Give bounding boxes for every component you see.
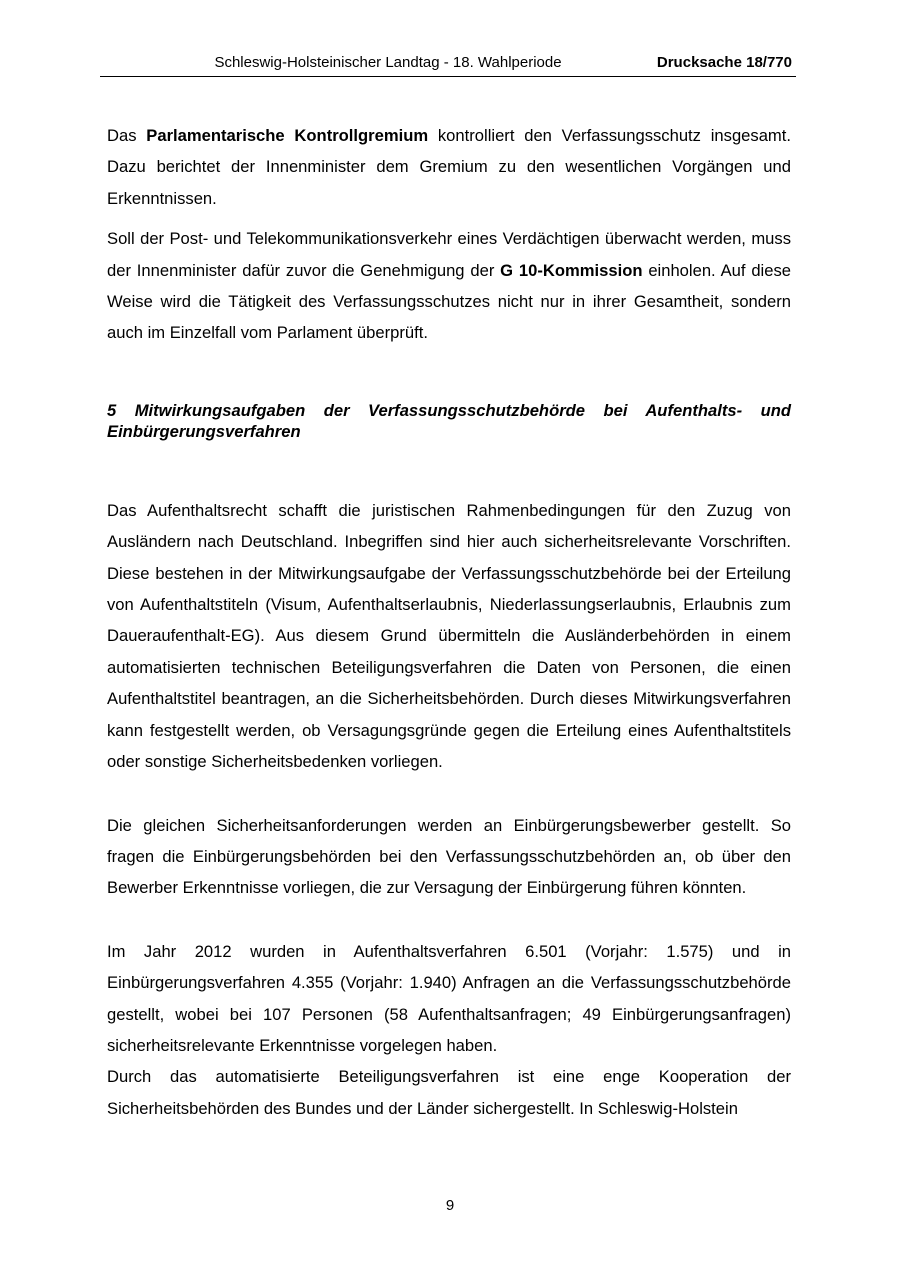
bold-term: G 10-Kommission xyxy=(500,260,643,280)
paragraph-aufenthaltsrecht: Das Aufenthaltsrecht schafft die juristischen Rahmenbedingungen für den Zuzug von Ausländern nach Deutschland. Inbegriffen sind hier auch sicherheitsrelevante Vorschriften. Diese bestehen in der Mitwirkungsaufgabe der Verfassungsschutzbehörde bei der Erteilung von Aufenthaltstiteln (Visum, Aufenthaltserlaubnis, Niederlassungserlaubnis, Erlaubnis zum Daueraufenthalt-EG). Aus diesem Grund übermitteln die Ausländerbehörden in einem automatisierten technischen Beteiligungsverfahren die Daten von Personen, die einen Aufenthaltstitel beantragen, an die Sicherheitsbehörden. Durch dieses Mitwirkungsverfahren kann festgestellt werden, ob Versagungsgründe gegen die Erteilung eines Aufenthaltstitels oder sonstige Sicherheitsbedenken vorliegen. xyxy=(107,500,791,772)
paragraph-einbuergerung: Die gleichen Sicherheitsanforderungen werden an Einbürgerungsbewerber gestellt. So fragen die Einbürgerungsbehörden bei den Verfassungsschutzbehörden an, ob über den Bewerber Erkenntnisse vorliegen, die zur Versagung der Einbürgerung führen könnten. xyxy=(107,815,791,898)
paragraph-text: kontrolliert den Verfassungsschutz insgesamt. Dazu berichtet der Innenminister dem Gremium zu den wesentlichen Vorgängen und Erkenntnissen. xyxy=(107,126,791,208)
paragraph-spacer xyxy=(107,778,791,810)
bold-term: Parlamentarische Kontrollgremium xyxy=(146,126,429,145)
section-spacer xyxy=(107,442,791,495)
header-title: Schleswig-Holsteinischer Landtag - 18. Wahlperiode xyxy=(214,54,562,71)
section-spacer xyxy=(107,349,791,400)
document-number: Drucksache 18/770 xyxy=(656,54,792,71)
paragraph-spacer xyxy=(107,214,791,223)
paragraph-kontrollgremium xyxy=(107,120,791,214)
paragraph-text: einholen. Auf diese Weise wird die Tätigkeit des Verfassungsschutzes nicht nur in ihrer Gesamtheit, sondern auch im Einzelfall vom Parlament überprüft. xyxy=(107,260,791,343)
paragraph-text: Das xyxy=(107,126,147,145)
paragraph-spacer xyxy=(107,904,791,936)
header-divider xyxy=(100,76,796,77)
section-heading: 5 Mitwirkungsaufgaben der Verfassungsschutzbehörde bei Aufenthalts- und Einbürgerungsverfahren xyxy=(107,400,791,441)
paragraph-text: Soll der Post- und Telekommunikationsverkehr eines Verdächtigen überwacht werden, muss der Innenminister dafür zuvor die Genehmigung der xyxy=(107,229,791,280)
paragraph-g10-kommission xyxy=(107,223,791,349)
page-body xyxy=(107,120,791,1124)
page-header xyxy=(100,52,796,76)
paragraph-statistik-2012: Im Jahr 2012 wurden in Aufenthaltsverfahren 6.501 (Vorjahr: 1.575) und in Einbürgerungsverfahren 4.355 (Vorjahr: 1.940) Anfragen an die Verfassungsschutzbehörde gestellt, wobei bei 107 Personen (58 Aufenthaltsanfragen; 49 Einbürgerungsanfragen) sicherheitsrelevante Erkenntnisse vorgelegen haben. xyxy=(107,941,791,1055)
paragraph-beteiligungsverfahren: Durch das automatisierte Beteiligungsverfahren ist eine enge Kooperation der Sicherheitsbehörden des Bundes und der Länder sichergestellt. In Schleswig-Holstein xyxy=(107,1067,791,1118)
page-number: 9 xyxy=(445,1197,455,1214)
